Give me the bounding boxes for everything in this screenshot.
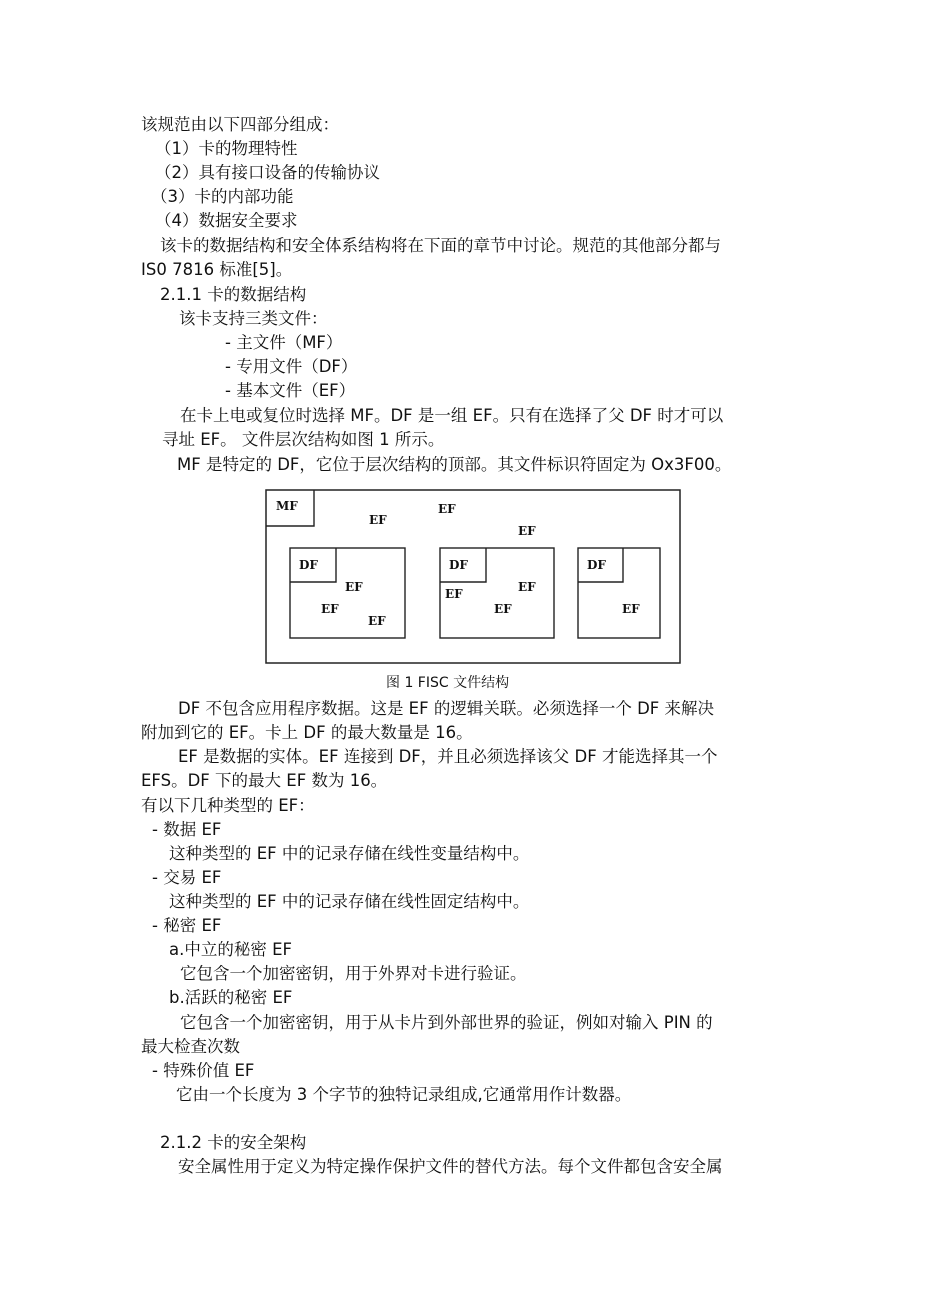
ef-label: EF xyxy=(445,587,463,601)
paragraph-line: 这种类型的 EF 中的记录存储在线性固定结构中。 xyxy=(169,892,530,911)
ef-label: EF xyxy=(494,602,512,616)
ef-label: EF xyxy=(518,580,536,594)
paragraph-line: 该卡支持三类文件： xyxy=(179,309,328,328)
paragraph-line: 有以下几种类型的 EF： xyxy=(141,796,315,815)
mf-outer-box xyxy=(266,490,680,663)
paragraph-line: 在卡上电或复位时选择 MF。DF 是一组 EF。只有在选择了父 DF 时才可以 xyxy=(180,406,724,425)
paragraph-line: 该卡的数据结构和安全体系结构将在下面的章节中讨论。规范的其他部分都与 xyxy=(160,236,721,255)
ef-label: EF xyxy=(368,614,386,628)
df-label: DF xyxy=(449,558,468,572)
df-label: DF xyxy=(587,558,606,572)
ef-label: EF xyxy=(369,513,387,527)
section-heading: 2.1.1 卡的数据结构 xyxy=(160,285,307,304)
paragraph-line: 最大检查次数 xyxy=(141,1037,240,1056)
paragraph-line: 寻址 EF。 文件层次结构如图 1 所示。 xyxy=(162,430,445,449)
list-item: - 数据 EF xyxy=(152,820,222,839)
list-item: b.活跃的秘密 EF xyxy=(169,988,293,1007)
list-item: （4）数据安全要求 xyxy=(155,211,298,230)
list-item: - 特殊价值 EF xyxy=(152,1061,255,1080)
ef-label: EF xyxy=(345,580,363,594)
intro-line: 该规范由以下四部分组成： xyxy=(141,115,339,134)
paragraph-line: 安全属性用于定义为特定操作保护文件的替代方法。每个文件都包含安全属 xyxy=(178,1157,723,1176)
figure-caption: 图 1 FISC 文件结构 xyxy=(386,675,510,691)
list-item: - 交易 EF xyxy=(152,868,222,887)
paragraph-line: EF 是数据的实体。EF 连接到 DF，并且必须选择该父 DF 才能选择其一个 xyxy=(178,747,718,766)
list-item: - 专用文件（DF） xyxy=(225,357,358,376)
list-item: a.中立的秘密 EF xyxy=(169,940,293,959)
ef-label: EF xyxy=(438,502,456,516)
paragraph-line: 它由一个长度为 3 个字节的独特记录组成,它通常用作计数器。 xyxy=(176,1085,632,1104)
paragraph-line: 它包含一个加密密钥，用于外界对卡进行验证。 xyxy=(180,964,527,983)
mf-label: MF xyxy=(276,499,298,513)
paragraph-line: MF 是特定的 DF，它位于层次结构的顶部。其文件标识符固定为 Ox3F00。 xyxy=(177,455,732,474)
list-item: （1）卡的物理特性 xyxy=(155,139,298,158)
ef-label: EF xyxy=(321,602,339,616)
section-heading: 2.1.2 卡的安全架构 xyxy=(160,1133,307,1152)
paragraph-line: 这种类型的 EF 中的记录存储在线性变量结构中。 xyxy=(169,844,530,863)
paragraph-line: 它包含一个加密密钥，用于从卡片到外部世界的验证，例如对输入 PIN 的 xyxy=(180,1013,713,1032)
list-item: - 主文件（MF） xyxy=(225,333,343,352)
paragraph-line: EFS。DF 下的最大 EF 数为 16。 xyxy=(141,771,388,790)
paragraph-line: DF 不包含应用程序数据。这是 EF 的逻辑关联。必须选择一个 DF 来解决 xyxy=(178,699,715,718)
df-label: DF xyxy=(299,558,318,572)
list-item: （3）卡的内部功能 xyxy=(151,187,294,206)
paragraph-line: IS0 7816 标准[5]。 xyxy=(141,260,293,279)
list-item: - 基本文件（EF） xyxy=(225,381,356,400)
list-item: （2）具有接口设备的传输协议 xyxy=(155,163,380,182)
paragraph-line: 附加到它的 EF。卡上 DF 的最大数量是 16。 xyxy=(141,723,473,742)
list-item: - 秘密 EF xyxy=(152,916,222,935)
file-structure-diagram xyxy=(262,486,684,668)
ef-label: EF xyxy=(518,524,536,538)
ef-label: EF xyxy=(622,602,640,616)
